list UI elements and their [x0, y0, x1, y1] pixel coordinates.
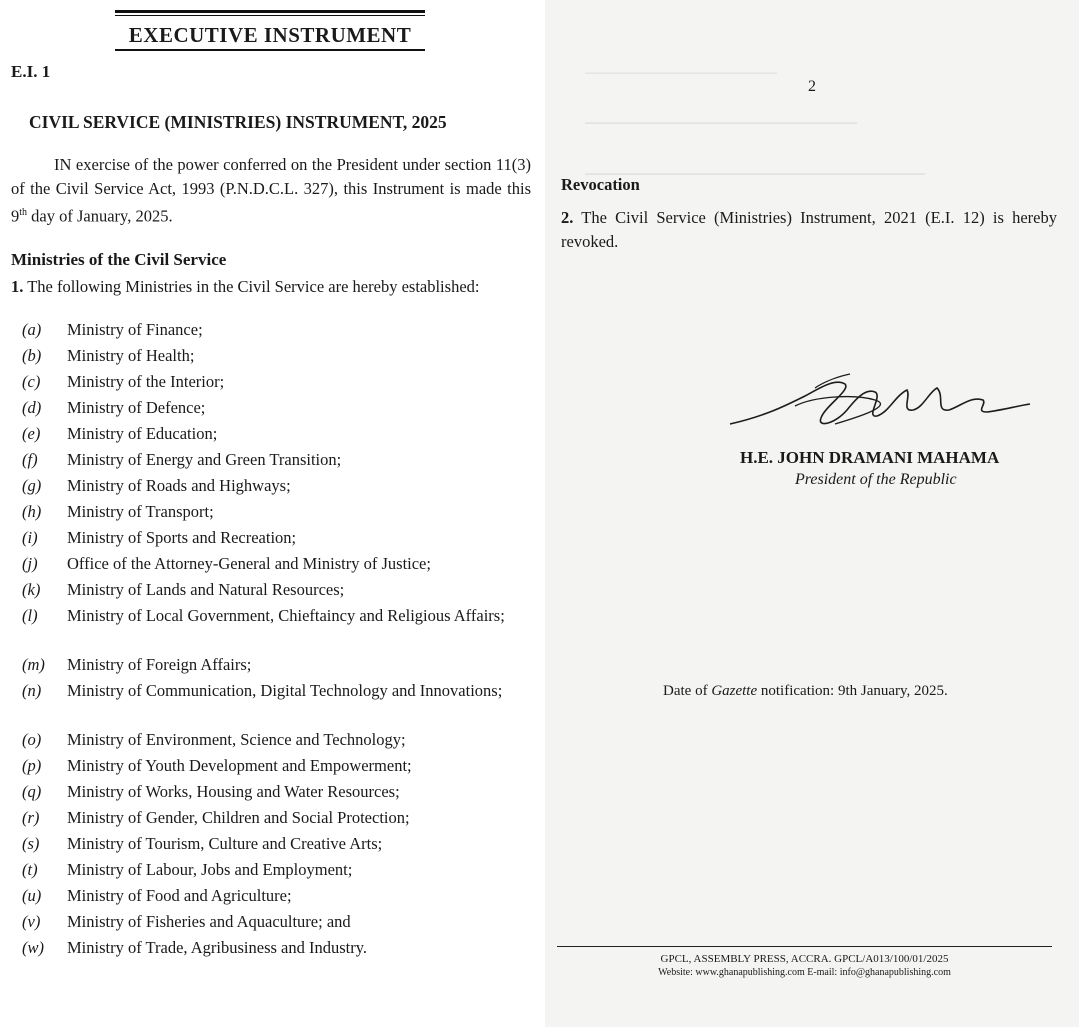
right-page — [545, 0, 1079, 1027]
list-item-label: (m) — [22, 655, 45, 674]
list-item-label: (w) — [22, 938, 44, 957]
revocation-number: 2. — [561, 208, 574, 227]
list-item-text: Ministry of Roads and Highways; — [67, 476, 291, 495]
gazette-word: Gazette — [711, 683, 758, 699]
list-item-text: Ministry of Education; — [67, 424, 218, 443]
list-item — [22, 448, 530, 471]
list-item — [22, 858, 530, 881]
header-title: EXECUTIVE INSTRUMENT — [128, 23, 412, 47]
list-item-label: (k) — [22, 580, 41, 599]
header-rule-thin — [115, 15, 425, 16]
list-item-label: (i) — [22, 528, 38, 547]
list-item-text: Ministry of Youth Development and Empowerment; — [67, 756, 412, 775]
list-item-label: (b) — [22, 346, 42, 365]
document-header — [115, 10, 425, 51]
list-item-label: (d) — [22, 398, 42, 417]
list-item-label: (r) — [22, 808, 40, 827]
list-item — [22, 370, 530, 393]
revocation-body: The Civil Service (Ministries) Instrument, 2021 (E.I. 12) is hereby revoked. — [561, 208, 1058, 251]
list-item-label: (t) — [22, 860, 38, 879]
instrument-number: E.I. 1 — [11, 62, 51, 81]
section-number: 1. — [11, 277, 24, 296]
list-item-text: Ministry of Gender, Children and Social Protection; — [67, 808, 410, 827]
list-item-text: Ministry of Health; — [67, 346, 195, 365]
footer-line-1: GPCL, ASSEMBLY PRESS, ACCRA. GPCL/A013/100/01/2025 — [660, 953, 949, 965]
section-body: The following Ministries in the Civil Service are hereby established: — [27, 277, 480, 296]
list-item — [22, 552, 530, 575]
footer-line-2: Website: www.ghanapublishing.com E-mail: info@ghanapublishing.com — [658, 967, 951, 978]
list-item — [22, 653, 530, 676]
list-item-label: (n) — [22, 681, 42, 700]
preamble — [11, 153, 531, 229]
revocation-heading: Revocation — [561, 175, 640, 194]
list-item-text: Office of the Attorney-General and Ministry of Justice; — [67, 554, 431, 573]
list-item — [22, 474, 530, 497]
list-item — [22, 780, 530, 803]
list-item — [22, 754, 530, 777]
signatory-name: H.E. JOHN DRAMANI MAHAMA — [740, 448, 1000, 467]
list-item-label: (g) — [22, 476, 42, 495]
list-item — [22, 578, 530, 601]
list-item — [22, 884, 530, 907]
list-item-label: (h) — [22, 502, 42, 521]
gazette-prefix: Date of — [663, 683, 708, 699]
list-item-text: Ministry of Communication, Digital Technology and Innovations; — [67, 681, 503, 700]
gazette-suffix: notification: 9th January, 2025. — [760, 683, 948, 699]
list-item — [22, 910, 530, 933]
list-item-text: Ministry of Environment, Science and Technology; — [67, 730, 406, 749]
list-item-text: Ministry of Trade, Agribusiness and Industry. — [67, 938, 368, 957]
list-item-label: (f) — [22, 450, 38, 469]
list-item-text: Ministry of Defence; — [67, 398, 206, 417]
gazette-notification — [663, 683, 948, 700]
signature-mark — [725, 366, 1035, 446]
preamble-text: IN exercise of the power conferred on the President under section 11(3) of the Civil Service Act, 1993 (P.N.D.C.L. 327), this Instrument is made this 9th day of January, 2025. — [11, 155, 531, 226]
list-item-text: Ministry of Energy and Green Transition; — [67, 450, 342, 469]
list-item-text: Ministry of Tourism, Culture and Creative Arts; — [67, 834, 383, 853]
signatory-title: President of the Republic — [795, 471, 957, 488]
list-item-label: (l) — [22, 606, 38, 625]
list-item — [22, 806, 530, 829]
list-item-text: Ministry of the Interior; — [67, 372, 225, 391]
printer-footer — [557, 953, 1052, 979]
list-item-text: Ministry of Works, Housing and Water Resources; — [67, 782, 400, 801]
list-item — [22, 728, 530, 751]
list-item — [22, 344, 530, 367]
list-item — [22, 500, 530, 523]
list-item-text: Ministry of Transport; — [67, 502, 214, 521]
list-item — [22, 604, 530, 627]
list-item-label: (u) — [22, 886, 42, 905]
list-item-label: (e) — [22, 424, 41, 443]
list-item-label: (a) — [22, 320, 42, 339]
page-number: 2 — [808, 78, 816, 95]
list-item — [22, 526, 530, 549]
revocation-text — [561, 206, 1057, 254]
header-rule-top — [115, 10, 425, 13]
list-item-text: Ministry of Lands and Natural Resources; — [67, 580, 345, 599]
list-item-text: Ministry of Local Government, Chieftaincy and Religious Affairs; — [67, 606, 505, 625]
section-1-text — [11, 275, 531, 298]
list-item-text: Ministry of Fisheries and Aquaculture; and — [67, 912, 351, 931]
header-underline — [115, 49, 425, 51]
section-heading: Ministries of the Civil Service — [11, 250, 227, 269]
list-item-label: (p) — [22, 756, 42, 775]
list-item-label: (j) — [22, 554, 38, 573]
list-item — [22, 396, 530, 419]
list-item — [22, 422, 530, 445]
list-item-text: Ministry of Foreign Affairs; — [67, 655, 252, 674]
footer-rule — [557, 946, 1052, 947]
instrument-title: CIVIL SERVICE (MINISTRIES) INSTRUMENT, 2025 — [29, 112, 447, 132]
list-item-label: (c) — [22, 372, 41, 391]
list-item-label: (v) — [22, 912, 41, 931]
list-item — [22, 936, 530, 959]
list-item-label: (q) — [22, 782, 42, 801]
list-item — [22, 832, 530, 855]
list-item-label: (s) — [22, 834, 40, 853]
list-item-text: Ministry of Sports and Recreation; — [67, 528, 297, 547]
list-item — [22, 318, 530, 341]
list-item-text: Ministry of Finance; — [67, 320, 203, 339]
list-item-text: Ministry of Labour, Jobs and Employment; — [67, 860, 353, 879]
show-through-text: ———————————— ──────────────────────── ────────────────────────────── — [585, 64, 926, 183]
list-item-label: (o) — [22, 730, 42, 749]
list-item-text: Ministry of Food and Agriculture; — [67, 886, 292, 905]
list-item — [22, 679, 530, 702]
